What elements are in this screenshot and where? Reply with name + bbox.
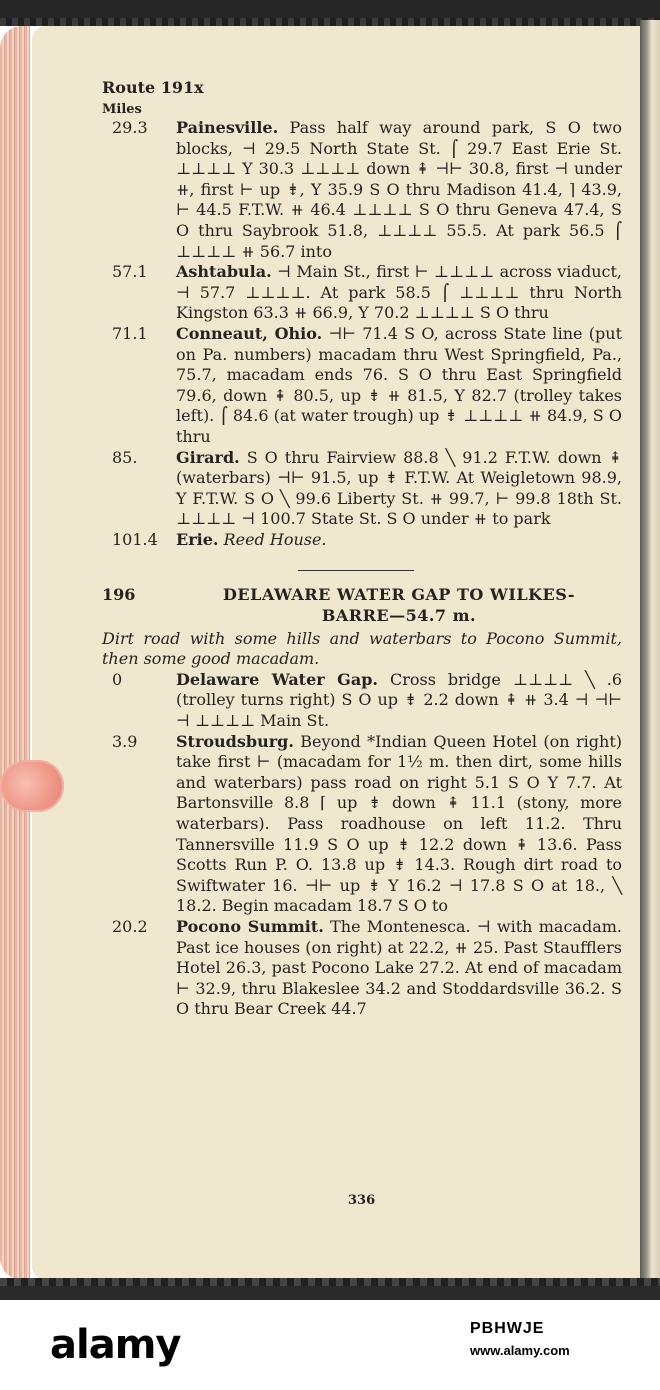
route-entry	[102, 262, 622, 324]
entry-mile: 3.9	[112, 731, 138, 751]
entry-mile: 101.4	[112, 529, 158, 549]
entry-place: Delaware Water Gap.	[176, 669, 378, 689]
page-text	[102, 78, 622, 1020]
route-header: Route 191x	[102, 78, 204, 97]
route-entry	[102, 917, 622, 1020]
entry-text: Reed House.	[223, 529, 327, 549]
bottom-book-edge	[0, 1278, 660, 1300]
entry-place: Stroudsburg.	[176, 731, 294, 751]
section-intro: Dirt road with some hills and waterbars to Pocono Summit, then some good macadam.	[102, 628, 622, 669]
entry-place: Conneaut, Ohio.	[176, 323, 323, 343]
entry-place: Erie.	[176, 529, 219, 549]
watermark-footer	[0, 1300, 660, 1390]
entry-place: Painesville.	[176, 118, 279, 137]
entry-place: Pocono Summit.	[176, 916, 324, 936]
page-gutter	[640, 20, 660, 1286]
entry-mile: 20.2	[112, 916, 148, 936]
top-book-edge	[0, 0, 660, 26]
entry-text: The Montenesca. ⊣ with macadam. Past ice houses (on right) at 22.2, ⧺ 25. Past Staufflers Hotel 26.3, past Pocono Lake 27.2. At end of macadam ⊢ 32.9, thru Blakeslee 34.2 and Stoddardsville 36.2. S O thru Bear Creek 44.7	[176, 916, 622, 1019]
section-title-line2: BARRE—54.7 m.	[321, 606, 477, 626]
entry-mile: 29.3	[112, 118, 148, 137]
page-number: 336	[348, 1193, 376, 1208]
section-title-line1: DELAWARE WATER GAP TO WILKES-	[223, 585, 575, 605]
entry-mile: 57.1	[112, 262, 148, 282]
entry-text: Pass half way around park, S O two blocks, ⊣ 29.5 North State St. ⌠ 29.7 East Erie St. ⊥⊥⊥⊥ Y 30.3 ⊥⊥⊥⊥ down ⇞ ⊣⊢ 30.8, first ⊣ under ⧺, first ⊢ up ⇟, Y 35.9 S O thru Madison 41.4, ⌉ 43.9, ⊢ 44.5 F.T.W. ⧺ 46.4 ⊥⊥⊥⊥ S O thru Geneva 47.4, S O thru Saybrook 51.8, ⊥⊥⊥⊥ 55.5. At park 56.5 ⌠ ⊥⊥⊥⊥ ⧺ 56.7 into	[176, 118, 622, 261]
entry-text: Cross bridge ⊥⊥⊥⊥ ╲ .6 (trolley turns right) S O up ⇟ 2.2 down ⇞ ⧺ 3.4 ⊣ ⊣⊢ ⊣ ⊥⊥⊥⊥ Main St.	[176, 669, 622, 731]
section-number: 196	[102, 585, 136, 605]
route-entry	[102, 118, 622, 262]
entry-text: ⊣⊢ 71.4 S O, across State line (put on Pa. numbers) macadam thru West Springfield, Pa., 75.7, macadam ends 76. S O thru East Springfield 79.6, down ⇞ 80.5, up ⇟ ⧺ 81.5, Y 82.7 (trolley takes left). ⌠ 84.6 (at water trough) up ⇟ ⊥⊥⊥⊥ ⧺ 84.9, S O thru	[176, 323, 622, 446]
thumb-index-tab	[0, 760, 64, 812]
entry-text: Beyond *Indian Queen Hotel (on right) take first ⊢ (macadam for 1½ m. then dirt, some hills and waterbars) pass road on right 5.1 S O Y 7.7. At Bartonsville 8.8 ⌈ up ⇟ down ⇞ 11.1 (stony, more waterbars). Pass roadhouse on left 11.2. Thru Tannersville 11.9 S O up ⇟ 12.2 down ⇞ 13.6. Pass Scotts Run P. O. 13.8 up ⇟ 14.3. Rough dirt road to Swiftwater 16. ⊣⊢ up ⇟ Y 16.2 ⊣ 17.8 S O at 18., ╲ 18.2. Begin macadam 18.7 S O to	[176, 731, 622, 916]
entry-mile: 85.	[112, 447, 138, 467]
route-entry	[102, 324, 622, 448]
section-divider	[298, 570, 414, 571]
entry-mile: 71.1	[112, 323, 148, 343]
image-id: PBHWJE	[470, 1320, 545, 1337]
entry-text: S O thru Fairview 88.8 ╲ 91.2 F.T.W. down ⇞ (waterbars) ⊣⊢ 91.5, up ⇟ F.T.W. At Weigletown 98.9, Y F.T.W. S O ╲ 99.6 Liberty St. ⧺ 99.7, ⊢ 99.8 18th St. ⊥⊥⊥⊥ ⊣ 100.7 State St. S O under ⧺ to park	[176, 447, 622, 529]
brand-logo: alamy	[50, 1322, 181, 1368]
miles-label: Miles	[102, 102, 142, 117]
route-entry	[102, 732, 622, 917]
entry-place: Girard.	[176, 447, 240, 467]
route-entry	[102, 530, 622, 551]
entry-text: ⊣ Main St., first ⊢ ⊥⊥⊥⊥ across viaduct, ⊣ 57.7 ⊥⊥⊥⊥. At park 58.5 ⌠ ⊥⊥⊥⊥ thru North Kingston 63.3 ⧺ 66.9, Y 70.2 ⊥⊥⊥⊥ S O thru	[176, 262, 622, 323]
entry-place: Ashtabula.	[176, 262, 272, 282]
section-heading	[102, 585, 622, 626]
site-url: www.alamy.com	[470, 1343, 570, 1358]
entry-mile: 0	[112, 669, 123, 689]
route-entry	[102, 670, 622, 732]
page-stack-edge	[0, 26, 30, 1280]
route-entry	[102, 448, 622, 530]
